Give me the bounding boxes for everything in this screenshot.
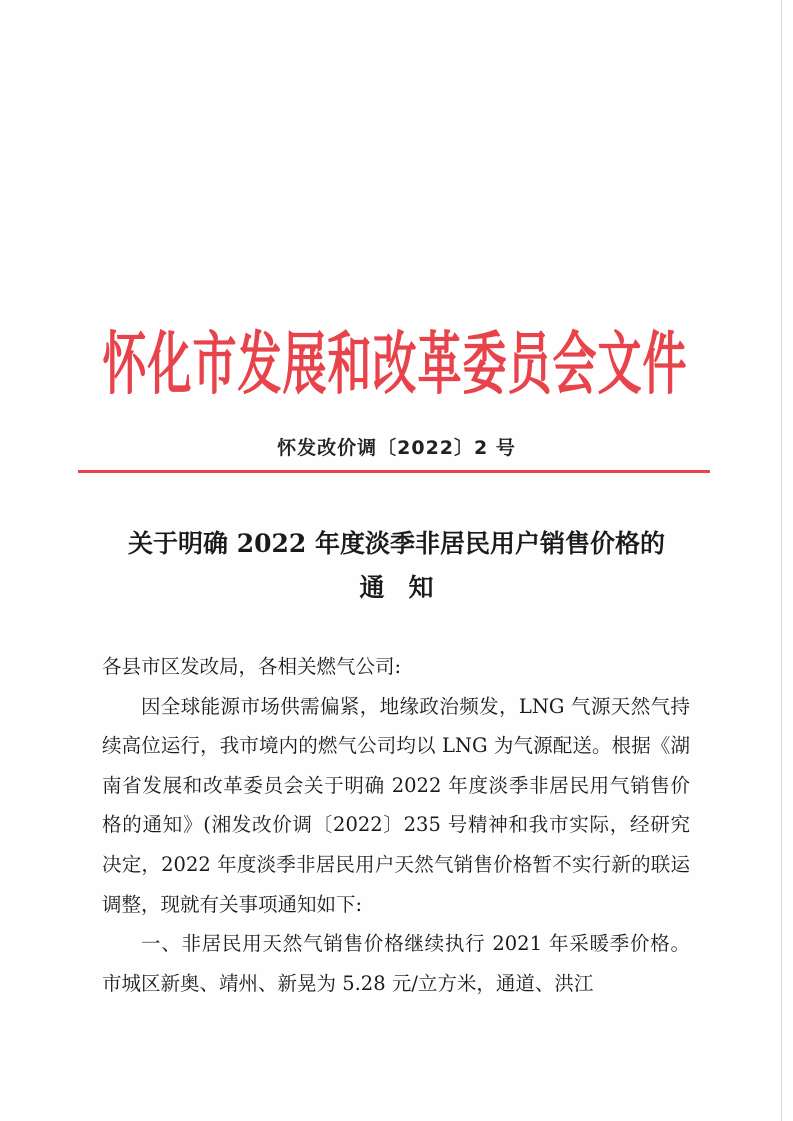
notice-title-line1: 关于明确 2022 年度淡季非居民用户销售价格的 [128, 529, 665, 558]
document-number: 怀发改价调〔2022〕2 号 [277, 437, 516, 459]
notice-body [102, 647, 690, 1003]
scan-edge-line [781, 0, 782, 1121]
notice-title [60, 522, 733, 610]
red-separator-line [78, 470, 710, 473]
body-paragraph: 一、非居民用天然气销售价格继续执行 2021 年采暖季价格。市城区新奥、靖州、新晃为 5.28 元/立方米，通道、洪江 [102, 932, 690, 995]
salutation: 各县市区发改局，各相关燃气公司: [102, 655, 402, 678]
notice-title-line2: 通知 [359, 573, 458, 602]
masthead-title: 怀化市发展和改革委员会文件 [102, 325, 688, 405]
body-paragraph: 因全球能源市场供需偏紧，地缘政治频发，LNG 气源天然气持续高位运行，我市境内的燃气公司均以 LNG 为气源配送。根据《湖南省发展和改革委员会关于明确 2022 年度淡季非居民用气销售价格的通知》(湘发改价调〔2022〕235 号精神和我市实际，经研究决定，2022 年度淡季非居民用户天然气销售价格暂不实行新的联运调整，现就有关事项通知如下: [102, 694, 690, 916]
